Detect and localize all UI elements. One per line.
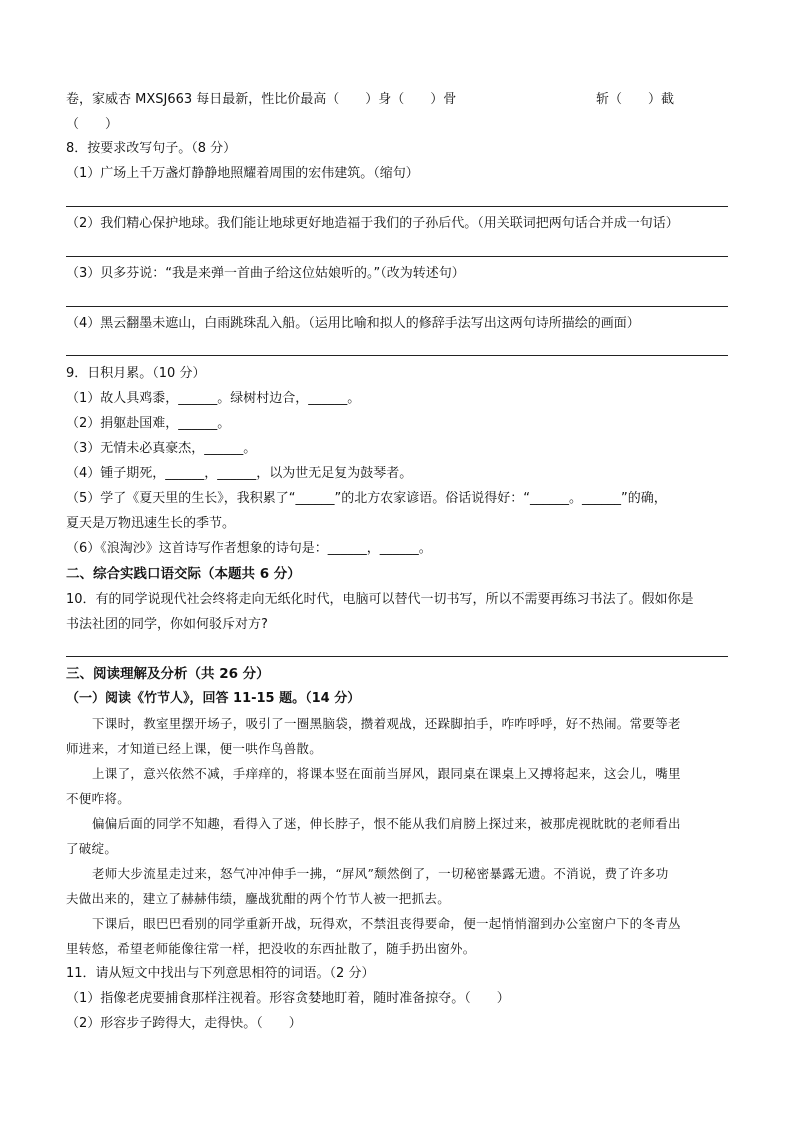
q9-item-3: （3）无情未必真豪杰，______。 [66,441,257,456]
answer-line [66,355,728,356]
passage-line: 不便咋将。 [66,791,131,806]
q8-item-4: （4）黑云翻墨未遮山，白雨跳珠乱入船。（运用比喻和拟人的修辞手法写出这两句诗所描绘的画面） [66,316,640,331]
q9-item-5: （5）学了《夏天里的生长》，我积累了“______”的北方农家谚语。俗话说得好：“______。______”的确， [66,491,667,506]
answer-line [66,656,728,657]
q9-item-6: （6）《浪淘沙》这首诗写作者想象的诗句是：______，______。 [66,541,432,556]
q9-item-1: （1）故人具鸡黍，______。绿树村边合，______。 [66,391,361,406]
passage-line: 师进来，才知道已经上课，便一哄作鸟兽散。 [66,741,323,756]
fill-in-line-2: （ ） [66,117,119,132]
fill-in-line-1: 卷，家威杏 MXSJ663 每日最新，性比价最高（ ）身（ ）骨 [66,92,457,107]
q9-title: 9．日积月累。（10 分） [66,366,206,381]
answer-line [66,306,728,307]
q9-item-4: （4）锺子期死，______，______，以为世无足复为鼓琴者。 [66,466,413,481]
fill-in-line-1-right: 斩（ ）截 [596,92,675,107]
q8-title: 8．按要求改写句子。（8 分） [66,141,237,156]
q9-item-2: （2）捐躯赴国难，______。 [66,416,231,431]
passage-line: 下课后，眼巴巴看别的同学重新开战，玩得欢，不禁沮丧得要命，便一起悄悄溜到办公室窗户下的冬青丛 [92,916,681,931]
passage-line: 里转悠，希望老师能像往常一样，把没收的东西扯散了，随手扔出窗外。 [66,941,476,956]
q8-item-2: （2）我们精心保护地球。我们能让地球更好地造福于我们的子孙后代。（用关联词把两句话合并成一句话） [66,216,679,231]
passage-line: 偏偏后面的同学不知趣，看得入了迷，伸长脖子，恨不能从我们肩膀上探过来，被那虎视眈眈的老师看出 [92,816,681,831]
reading-1-title: （一）阅读《竹节人》，回答 11-15 题。（14 分） [66,691,361,706]
q11-item-2: （2）形容步子跨得大，走得快。（ ） [66,1016,302,1031]
q10-line-1: 10．有的同学说现代社会终将走向无纸化时代，电脑可以替代一切书写，所以不需要再练习书法了。假如你是 [66,592,694,607]
q10-line-2: 书法社团的同学，你如何驳斥对方? [66,617,268,632]
q11-item-1: （1）指像老虎要捕食那样注视着。形容贪婪地盯着，随时准备掠夺。（ ） [66,991,510,1006]
q8-item-1: （1）广场上千万盏灯静静地照耀着周围的宏伟建筑。（缩句） [66,166,419,181]
passage-line: 老师大步流星走过来，怒气冲冲伸手一拂，“屏风”颓然倒了，一切秘密暴露无遗。不消说，费了许多功 [92,866,669,881]
section-2-title: 二、综合实践口语交际（本题共 6 分） [66,566,301,582]
q9-item-5-cont: 夏天是万物迅速生长的季节。 [66,516,236,531]
passage-line: 上课了，意兴依然不减，手痒痒的，将课本竖在面前当屏风，跟同桌在课桌上又搏将起来，这会儿，嘴里 [92,766,681,781]
q11-title: 11．请从短文中找出与下列意思相符的词语。（2 分） [66,966,375,981]
section-3-title: 三、阅读理解及分析（共 26 分） [66,666,270,682]
passage-line: 了破绽。 [66,841,118,856]
passage-line: 夫做出来的，建立了赫赫伟绩，鏖战犹酣的两个竹节人被一把抓去。 [66,891,451,906]
passage-line: 下课时，教室里摆开场子，吸引了一圈黑脑袋，攒着观战，还跺脚拍手，咋咋呼呼，好不热闹。常要等老 [92,716,681,731]
answer-line [66,206,728,207]
q8-item-3: （3）贝多芬说：“我是来弹一首曲子给这位姑娘听的。”（改为转述句） [66,266,465,281]
answer-line [66,256,728,257]
